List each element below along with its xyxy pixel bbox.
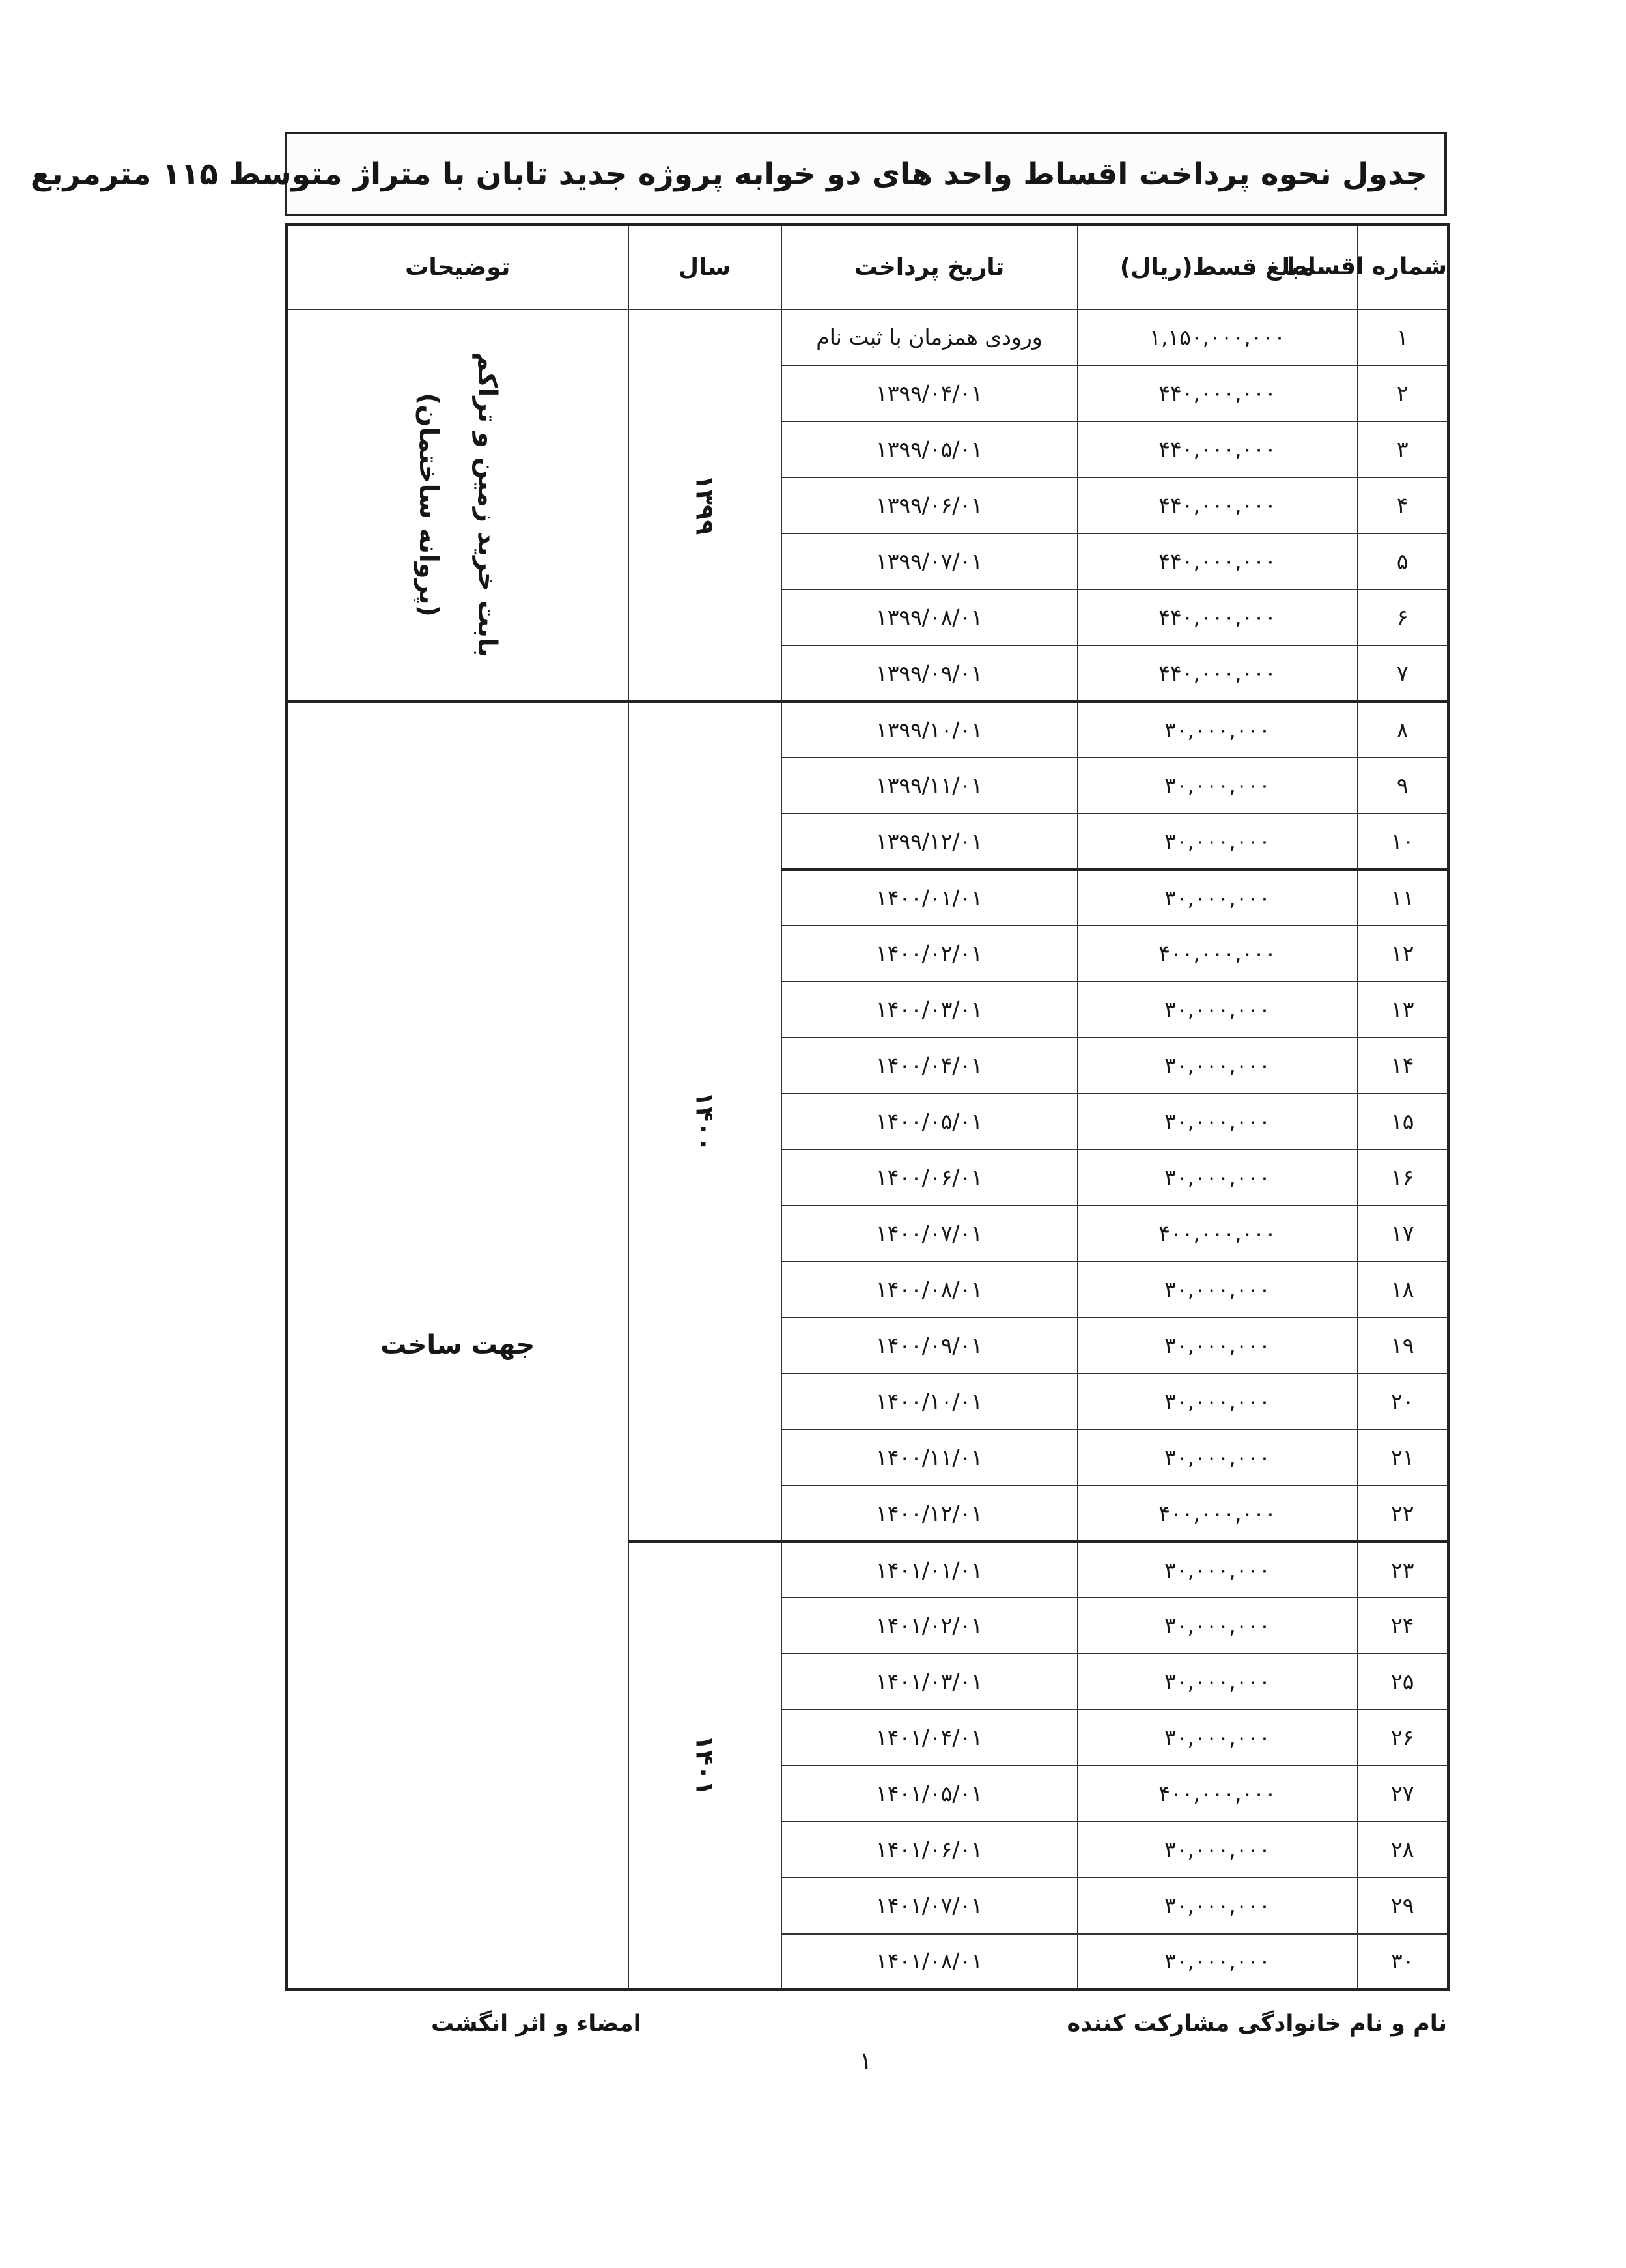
amount-cell: ۳۰,۰۰۰,۰۰۰ bbox=[1078, 870, 1358, 926]
amount-cell: ۳۰,۰۰۰,۰۰۰ bbox=[1078, 1934, 1358, 1990]
payment-date-cell: ۱۴۰۰/۰۳/۰۱ bbox=[781, 982, 1078, 1038]
installment-number-cell: ۷ bbox=[1358, 645, 1449, 702]
payment-date-cell: ۱۳۹۹/۰۸/۰۱ bbox=[781, 589, 1078, 645]
installment-number-cell: ۱۶ bbox=[1358, 1150, 1449, 1206]
table-header-row bbox=[287, 225, 1449, 309]
amount-cell: ۴۰۰,۰۰۰,۰۰۰ bbox=[1078, 1766, 1358, 1822]
installment-number-cell: ۱۱ bbox=[1358, 870, 1449, 926]
payment-date-cell: ۱۴۰۰/۱۰/۰۱ bbox=[781, 1374, 1078, 1430]
payment-date-cell: ۱۴۰۱/۰۲/۰۱ bbox=[781, 1598, 1078, 1654]
header-installment-number: شماره اقساط bbox=[1358, 225, 1449, 309]
payment-date-cell: ۱۴۰۰/۰۵/۰۱ bbox=[781, 1094, 1078, 1150]
installment-number-cell: ۲۱ bbox=[1358, 1430, 1449, 1486]
payment-date-cell: ۱۳۹۹/۰۶/۰۱ bbox=[781, 477, 1078, 533]
installment-number-cell: ۱۰ bbox=[1358, 814, 1449, 870]
payment-date-cell: ۱۳۹۹/۰۹/۰۱ bbox=[781, 645, 1078, 702]
amount-cell: ۳۰,۰۰۰,۰۰۰ bbox=[1078, 1038, 1358, 1094]
page-title: جدول نحوه پرداخت اقساط واحد های دو خوابه پروژه جدید تابان با متراژ متوسط ۱۱۵ مترمربع bbox=[285, 132, 1447, 216]
payment-date-cell: ۱۴۰۰/۰۸/۰۱ bbox=[781, 1262, 1078, 1318]
installment-number-cell: ۱ bbox=[1358, 309, 1449, 365]
year-cell bbox=[628, 309, 781, 702]
installment-number-cell: ۲۲ bbox=[1358, 1486, 1449, 1542]
table-row bbox=[287, 702, 1449, 758]
installment-number-cell: ۱۹ bbox=[1358, 1318, 1449, 1374]
installment-number-cell: ۹ bbox=[1358, 758, 1449, 814]
payment-date-cell: ۱۴۰۰/۱۱/۰۱ bbox=[781, 1430, 1078, 1486]
header-amount: مبلغ قسط(ریال) bbox=[1078, 225, 1358, 309]
installment-number-cell: ۴ bbox=[1358, 477, 1449, 533]
installment-number-cell: ۲۰ bbox=[1358, 1374, 1449, 1430]
notes-cell bbox=[287, 702, 628, 1990]
installment-number-cell: ۵ bbox=[1358, 533, 1449, 589]
payment-date-cell: ۱۴۰۱/۰۸/۰۱ bbox=[781, 1934, 1078, 1990]
amount-cell: ۴۰۰,۰۰۰,۰۰۰ bbox=[1078, 1206, 1358, 1262]
payment-date-cell: ۱۴۰۱/۰۴/۰۱ bbox=[781, 1710, 1078, 1766]
installment-number-cell: ۱۷ bbox=[1358, 1206, 1449, 1262]
header-payment-date: تاریخ پرداخت bbox=[781, 225, 1078, 309]
payment-date-cell: ۱۴۰۰/۰۴/۰۱ bbox=[781, 1038, 1078, 1094]
installment-number-cell: ۲ bbox=[1358, 365, 1449, 421]
header-year: سال bbox=[628, 225, 781, 309]
installment-number-cell: ۱۸ bbox=[1358, 1262, 1449, 1318]
payment-date-cell: ۱۳۹۹/۰۴/۰۱ bbox=[781, 365, 1078, 421]
installment-number-cell: ۲۳ bbox=[1358, 1542, 1449, 1598]
notes-cell bbox=[287, 309, 628, 702]
payment-date-cell: ۱۴۰۱/۰۷/۰۱ bbox=[781, 1878, 1078, 1934]
payment-date-cell: ۱۳۹۹/۱۲/۰۱ bbox=[781, 814, 1078, 870]
amount-cell: ۳۰,۰۰۰,۰۰۰ bbox=[1078, 1654, 1358, 1710]
installment-table bbox=[285, 223, 1450, 1991]
table-row bbox=[287, 309, 1449, 365]
amount-cell: ۴۴۰,۰۰۰,۰۰۰ bbox=[1078, 421, 1358, 477]
amount-cell: ۳۰,۰۰۰,۰۰۰ bbox=[1078, 1710, 1358, 1766]
amount-cell: ۴۰۰,۰۰۰,۰۰۰ bbox=[1078, 1486, 1358, 1542]
installment-number-cell: ۸ bbox=[1358, 702, 1449, 758]
amount-cell: ۳۰,۰۰۰,۰۰۰ bbox=[1078, 1094, 1358, 1150]
payment-date-cell: ۱۴۰۰/۰۲/۰۱ bbox=[781, 926, 1078, 982]
year-cell bbox=[628, 1542, 781, 1990]
signature-footer bbox=[285, 2011, 1447, 2050]
installment-number-cell: ۲۸ bbox=[1358, 1822, 1449, 1878]
amount-cell: ۳۰,۰۰۰,۰۰۰ bbox=[1078, 1374, 1358, 1430]
payment-date-cell: ۱۴۰۱/۰۵/۰۱ bbox=[781, 1766, 1078, 1822]
payment-date-cell: ۱۴۰۰/۰۱/۰۱ bbox=[781, 870, 1078, 926]
year-label: ۱۳۹۹ bbox=[690, 474, 719, 535]
payment-date-cell: ۱۴۰۱/۰۶/۰۱ bbox=[781, 1822, 1078, 1878]
amount-cell: ۳۰,۰۰۰,۰۰۰ bbox=[1078, 1878, 1358, 1934]
amount-cell: ۴۴۰,۰۰۰,۰۰۰ bbox=[1078, 645, 1358, 702]
installment-number-cell: ۱۴ bbox=[1358, 1038, 1449, 1094]
payment-date-cell: ۱۴۰۰/۰۶/۰۱ bbox=[781, 1150, 1078, 1206]
notes-text: بابت خرید زمین و تراکم (پروانه ساختمان) bbox=[413, 352, 502, 658]
installment-number-cell: ۱۲ bbox=[1358, 926, 1449, 982]
payment-date-cell: ۱۴۰۱/۰۳/۰۱ bbox=[781, 1654, 1078, 1710]
header-notes: توضیحات bbox=[287, 225, 628, 309]
installment-number-cell: ۲۴ bbox=[1358, 1598, 1449, 1654]
amount-cell: ۴۴۰,۰۰۰,۰۰۰ bbox=[1078, 477, 1358, 533]
payment-date-cell: ورودی همزمان با ثبت نام bbox=[781, 309, 1078, 365]
year-label: ۱۴۰۱ bbox=[690, 1735, 719, 1796]
table-body bbox=[287, 309, 1449, 1990]
amount-cell: ۳۰,۰۰۰,۰۰۰ bbox=[1078, 1150, 1358, 1206]
amount-cell: ۳۰,۰۰۰,۰۰۰ bbox=[1078, 1262, 1358, 1318]
installment-number-cell: ۳ bbox=[1358, 421, 1449, 477]
amount-cell: ۳۰,۰۰۰,۰۰۰ bbox=[1078, 1430, 1358, 1486]
participant-name-label: نام و نام خانوادگی مشارکت کننده bbox=[1067, 2011, 1447, 2037]
amount-cell: ۳۰,۰۰۰,۰۰۰ bbox=[1078, 1822, 1358, 1878]
payment-date-cell: ۱۳۹۹/۱۰/۰۱ bbox=[781, 702, 1078, 758]
amount-cell: ۳۰,۰۰۰,۰۰۰ bbox=[1078, 1318, 1358, 1374]
amount-cell: ۳۰,۰۰۰,۰۰۰ bbox=[1078, 702, 1358, 758]
installment-number-cell: ۱۵ bbox=[1358, 1094, 1449, 1150]
payment-date-cell: ۱۴۰۱/۰۱/۰۱ bbox=[781, 1542, 1078, 1598]
installment-number-cell: ۲۶ bbox=[1358, 1710, 1449, 1766]
amount-cell: ۴۴۰,۰۰۰,۰۰۰ bbox=[1078, 365, 1358, 421]
installment-number-cell: ۳۰ bbox=[1358, 1934, 1449, 1990]
payment-date-cell: ۱۴۰۰/۱۲/۰۱ bbox=[781, 1486, 1078, 1542]
amount-cell: ۳۰,۰۰۰,۰۰۰ bbox=[1078, 1598, 1358, 1654]
payment-date-cell: ۱۳۹۹/۰۷/۰۱ bbox=[781, 533, 1078, 589]
amount-cell: ۴۴۰,۰۰۰,۰۰۰ bbox=[1078, 589, 1358, 645]
year-label: ۱۴۰۰ bbox=[690, 1091, 719, 1152]
installment-number-cell: ۲۷ bbox=[1358, 1766, 1449, 1822]
installment-number-cell: ۲۵ bbox=[1358, 1654, 1449, 1710]
payment-date-cell: ۱۴۰۰/۰۹/۰۱ bbox=[781, 1318, 1078, 1374]
amount-cell: ۳۰,۰۰۰,۰۰۰ bbox=[1078, 814, 1358, 870]
installment-number-cell: ۲۹ bbox=[1358, 1878, 1449, 1934]
installment-number-cell: ۶ bbox=[1358, 589, 1449, 645]
amount-cell: ۴۴۰,۰۰۰,۰۰۰ bbox=[1078, 533, 1358, 589]
page-number: ۱ bbox=[859, 2047, 873, 2075]
amount-cell: ۳۰,۰۰۰,۰۰۰ bbox=[1078, 758, 1358, 814]
payment-date-cell: ۱۴۰۰/۰۷/۰۱ bbox=[781, 1206, 1078, 1262]
payment-date-cell: ۱۳۹۹/۰۵/۰۱ bbox=[781, 421, 1078, 477]
installment-number-cell: ۱۳ bbox=[1358, 982, 1449, 1038]
amount-cell: ۳۰,۰۰۰,۰۰۰ bbox=[1078, 982, 1358, 1038]
notes-text: جهت ساخت bbox=[380, 1330, 535, 1361]
year-cell bbox=[628, 702, 781, 1542]
signature-label: امضاء و اثر انگشت bbox=[431, 2011, 641, 2037]
amount-cell: ۴۰۰,۰۰۰,۰۰۰ bbox=[1078, 926, 1358, 982]
amount-cell: ۱,۱۵۰,۰۰۰,۰۰۰ bbox=[1078, 309, 1358, 365]
payment-date-cell: ۱۳۹۹/۱۱/۰۱ bbox=[781, 758, 1078, 814]
amount-cell: ۳۰,۰۰۰,۰۰۰ bbox=[1078, 1542, 1358, 1598]
